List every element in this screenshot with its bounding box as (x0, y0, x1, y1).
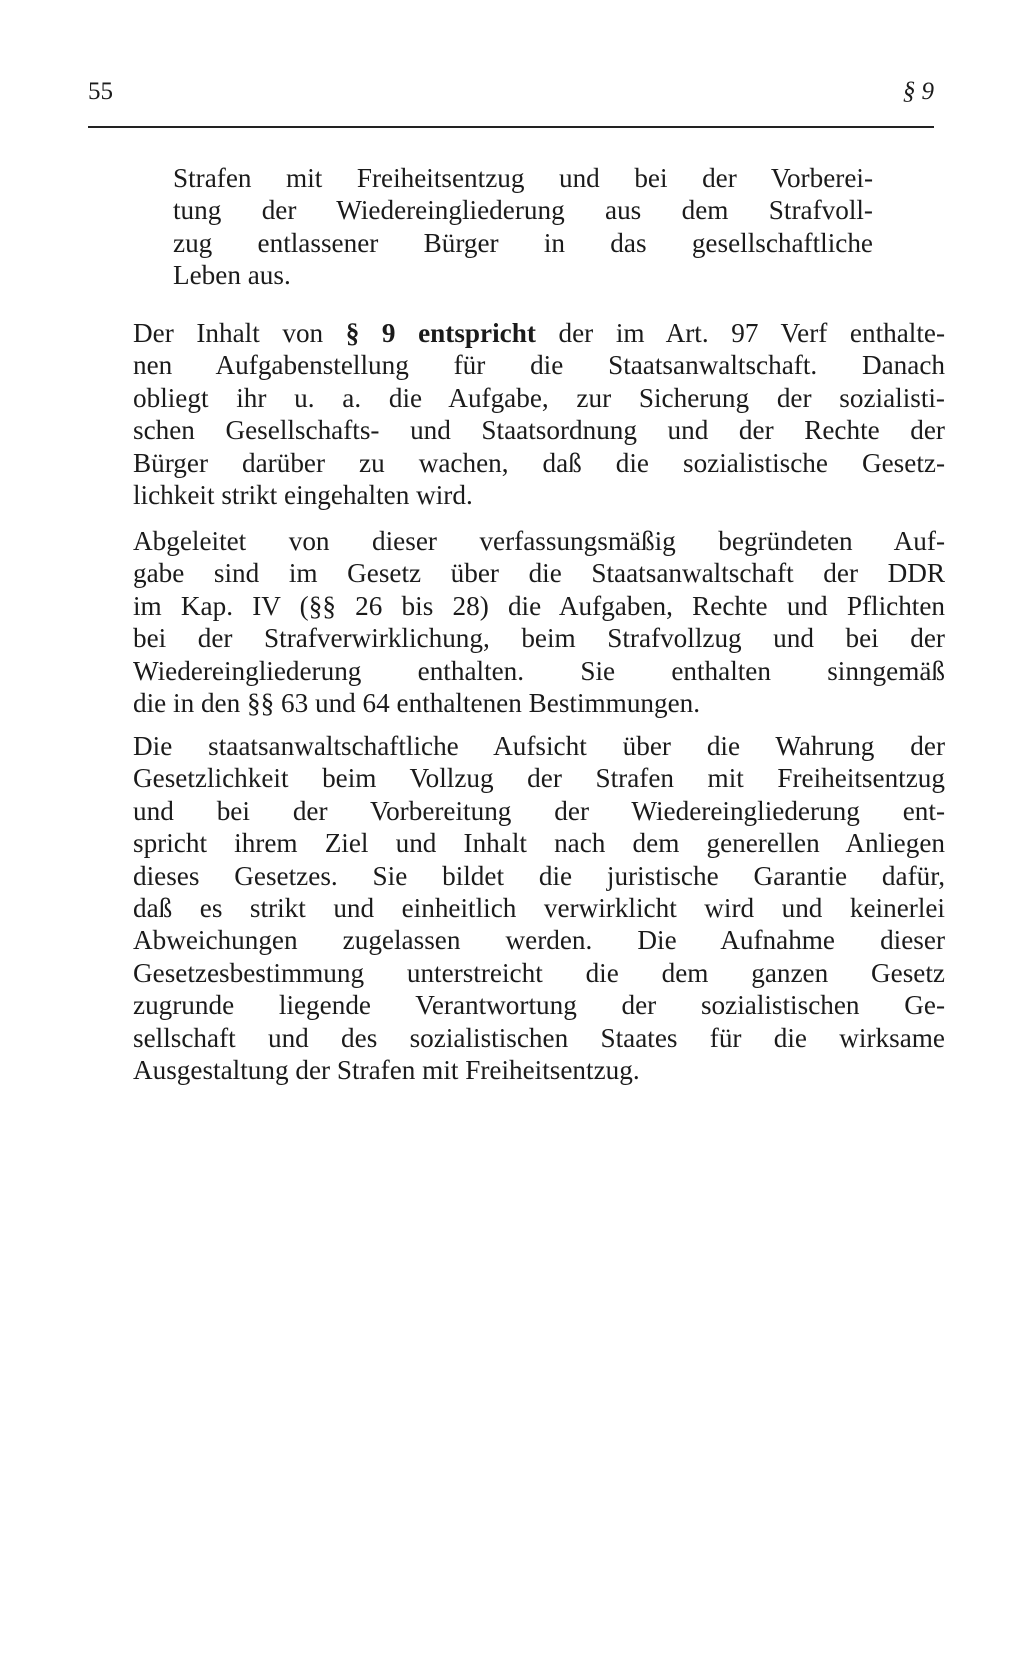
text-line: Die staatsanwaltschaftliche Aufsicht über die Wahrung der (133, 731, 945, 761)
text-line: tung der Wiedereingliederung aus dem Strafvoll- (173, 195, 873, 226)
text-line: obliegt ihr u. a. die Aufgabe, zur Sicherung der sozialisti- (133, 382, 945, 413)
text-line: Leben aus. (173, 260, 291, 291)
text-line: lichkeit strikt eingehalten wird. (133, 479, 473, 510)
paragraph-supervision (133, 730, 945, 1086)
section-mark: § 9 (902, 78, 934, 105)
text-line: nen Aufgabenstellung für die Staatsanwaltschaft. Danach (133, 350, 945, 381)
text-line: Strafen mit Freiheitsentzug und bei der Vorberei- (173, 163, 873, 193)
paragraph-derived-tasks (133, 525, 945, 719)
paragraph-continuation (173, 162, 873, 292)
text-line: daß es strikt und einheitlich verwirklicht wird und keinerlei (133, 892, 945, 923)
text-line: zugrunde liegende Verantwortung der sozialistischen Ge- (133, 990, 945, 1021)
text-line: dieses Gesetzes. Sie bildet die juristische Garantie dafür, (133, 860, 945, 891)
text-line: sellschaft und des sozialistischen Staates für die wirksame (133, 1022, 945, 1053)
text-line: bei der Strafverwirklichung, beim Strafvollzug und bei der (133, 623, 945, 654)
text-line: Bürger darüber zu wachen, daß die sozialistische Gesetz- (133, 447, 945, 478)
text-line (133, 317, 945, 349)
text-line: zug entlassener Bürger in das gesellschaftliche (173, 227, 873, 258)
text-line: im Kap. IV (§§ 26 bis 28) die Aufgaben, Rechte und Pflichten (133, 590, 945, 621)
paragraph-content-of-section (133, 317, 945, 511)
text-line: spricht ihrem Ziel und Inhalt nach dem generellen Anliegen (133, 828, 945, 859)
text-line: Gesetzesbestimmung unterstreicht die dem ganzen Gesetz (133, 957, 945, 988)
bold-term: § 9 entspricht (345, 318, 536, 348)
page-number: 55 (88, 78, 113, 105)
header-divider (88, 126, 934, 128)
text-run: der im Art. 97 Verf enthalte- (535, 318, 946, 348)
text-line: Wiedereingliederung enthalten. Sie enthalten sinngemäß (133, 655, 945, 686)
text-line: Abweichungen zugelassen werden. Die Aufnahme dieser (133, 925, 945, 956)
text-line: Ausgestaltung der Strafen mit Freiheitsentzug. (133, 1054, 640, 1085)
text-line: Abgeleitet von dieser verfassungsmäßig begründeten Auf- (133, 526, 945, 556)
text-line: Gesetzlichkeit beim Vollzug der Strafen mit Freiheitsentzug (133, 763, 945, 794)
text-line: gabe sind im Gesetz über die Staatsanwaltschaft der DDR (133, 558, 945, 589)
text-line: die in den §§ 63 und 64 enthaltenen Bestimmungen. (133, 687, 701, 718)
text-line: und bei der Vorbereitung der Wiedereingliederung ent- (133, 795, 945, 826)
text-line: schen Gesellschafts- und Staatsordnung und der Rechte der (133, 415, 945, 446)
text-run: Der Inhalt von (133, 318, 346, 348)
page-header (88, 78, 934, 112)
